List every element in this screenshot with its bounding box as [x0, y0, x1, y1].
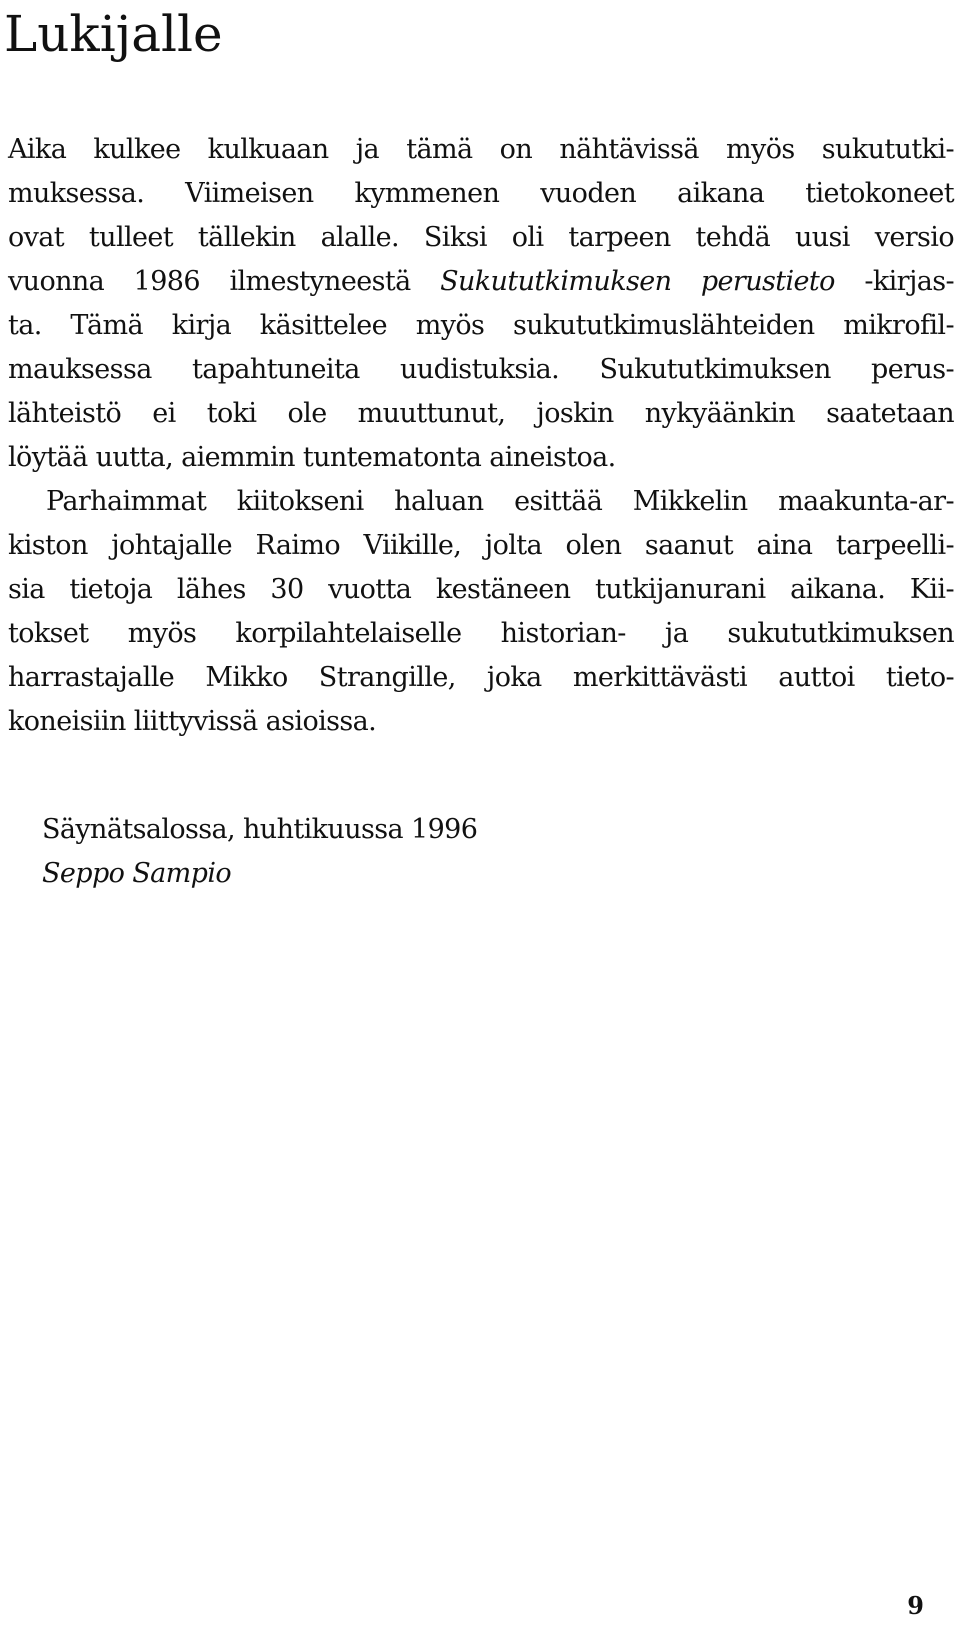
- text-line: lähteistö ei toki ole muuttunut, joskin nykyäänkin saatetaan: [8, 398, 954, 429]
- text-line: [8, 260, 954, 304]
- body-text: [8, 128, 954, 744]
- signoff: [42, 808, 477, 896]
- page-number: 9: [907, 1591, 924, 1620]
- text-line: harrastajalle Mikko Strangille, joka merkittävästi auttoi tieto-: [8, 662, 954, 693]
- text-line: muksessa. Viimeisen kymmenen vuoden aikana tietokoneet: [8, 178, 954, 209]
- paragraph-2: [8, 480, 954, 744]
- paragraph-1: [8, 128, 954, 480]
- signoff-place-date: Säynätsalossa, huhtikuussa 1996: [42, 814, 478, 845]
- text-line: kiston johtajalle Raimo Viikille, jolta olen saanut aina tarpeelli-: [8, 530, 954, 561]
- page-title: Lukijalle: [4, 5, 223, 63]
- text-line: mauksessa tapahtuneita uudistuksia. Sukututkimuksen perus-: [8, 354, 954, 385]
- text-line: Parhaimmat kiitokseni haluan esittää Mikkelin maakunta-ar-: [46, 486, 954, 517]
- book-title-italic: Sukututkimuksen perustieto: [440, 266, 835, 297]
- text-span: -kirjas-: [834, 266, 954, 297]
- text-line: ovat tulleet tällekin alalle. Siksi oli tarpeen tehdä uusi versio: [8, 222, 954, 253]
- text-line: Aika kulkee kulkuaan ja tämä on nähtävissä myös sukututki-: [8, 134, 954, 165]
- text-line: sia tietoja lähes 30 vuotta kestäneen tutkijanurani aikana. Kii-: [8, 574, 954, 605]
- text-line: koneisiin liittyvissä asioissa.: [8, 706, 377, 737]
- text-span: vuonna 1986 ilmestyneestä: [8, 266, 441, 297]
- signoff-author: Seppo Sampio: [42, 858, 232, 889]
- text-line: löytää uutta, aiemmin tuntematonta aineistoa.: [8, 442, 616, 473]
- text-line: tokset myös korpilahtelaiselle historian- ja sukututkimuksen: [8, 618, 954, 649]
- text-line: ta. Tämä kirja käsittelee myös sukututkimuslähteiden mikrofil-: [8, 310, 954, 341]
